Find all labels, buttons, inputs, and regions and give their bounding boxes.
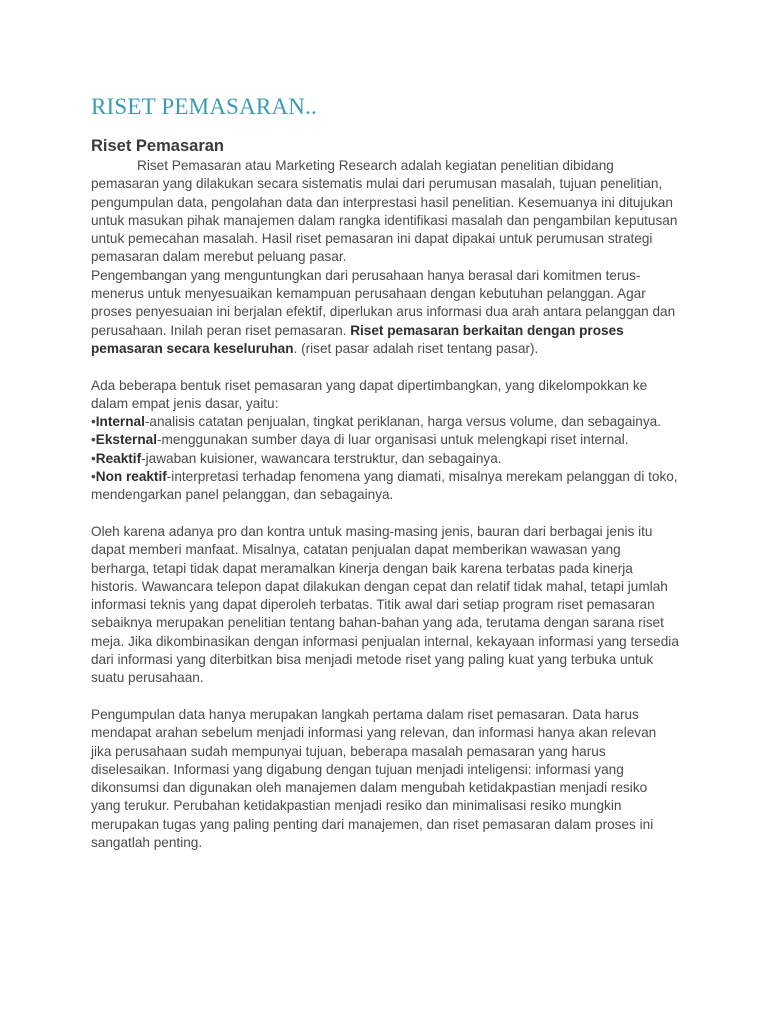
spacer [91,505,680,523]
paragraph-research-types-intro: Ada beberapa bentuk riset pemasaran yang dapat dipertimbangkan, yang dikelompokkan ke dalam empat jenis dasar, yaitu: [91,377,648,411]
list-item-text: -menggunakan sumber daya di luar organisasi untuk melengkapi riset internal. [156,432,629,448]
list-item-term: Internal [95,414,145,430]
document-title: RISET PEMASARAN.. [91,94,317,119]
list-item-text: -jawaban kuisioner, wawancara terstruktur, dan sebagainya. [141,450,502,466]
list-item-term: Reaktif [95,450,142,466]
list-item-text: -analisis catatan penjualan, tingkat periklanan, harga versus volume, dan sebagainya. [144,414,662,430]
paragraph-development-text: Pengembangan yang menguntungkan dari perusahaan hanya berasal dari komitmen terus-menerus untuk menyesuaikan kemampuan perusahaan dengan kebutuhan pelanggan. Agar proses penyesuaian ini berjalan efektif, diperlukan arus informasi dua arah antara pelanggan dan perusahaan. Inilah peran riset pemasaran. [91,267,676,338]
list-item [91,413,680,431]
spacer [91,688,680,706]
paragraph-development-end: . (riset pasar adalah riset tentang pasar). [293,340,539,356]
spacer [91,358,680,376]
bold-statement: Riset pemasaran berkaitan dengan proses pemasaran secara keseluruhan [91,322,624,356]
list-item-text: -interpretasi terhadap fenomena yang diamati, misalnya merekam pelanggan di toko, mendengarkan panel pelanggan, dan sebagainya. [91,469,678,503]
bullet-icon: • [91,432,96,448]
paragraph-development [91,267,680,358]
section-heading: Riset Pemasaran [91,137,224,155]
bullet-icon: • [91,414,96,430]
paragraph-data-collection: Pengumpulan data hanya merupakan langkah pertama dalam riset pemasaran. Data harus mendapat arahan sebelum menjadi informasi yang relevan, dan informasi hanya akan relevan jika perusahaan sudah mempunyai tujuan, beberapa masalah pemasaran yang harus diselesaikan. Informasi yang digabung dengan tujuan menjadi inteligensi: informasi yang dikonsumsi dan digunakan oleh manajemen dalam mengubah ketidakpastian menjadi resiko yang terukur. Perubahan ketidakpastian menjadi resiko dan minimalisasi resiko mungkin merupakan tugas yang paling penting dari manajemen, dan riset pemasaran dalam proses ini sangatlah penting. [91,706,657,850]
list-item-term: Non reaktif [95,469,167,485]
list-item [91,431,680,449]
paragraph-mix-of-methods: Oleh karena adanya pro dan kontra untuk masing-masing jenis, bauran dari berbagai jenis itu dapat memberi manfaat. Misalnya, catatan penjualan dapat memberikan wawasan yang berharga, tetapi tidak dapat meramalkan kinerja dengan baik karena terbatas pada kinerja historis. Wawancara telepon dapat dilakukan dengan cepat dan relatif tidak mahal, tetapi jumlah informasi teknis yang dapat diperoleh terbatas. Titik awal dari setiap program riset pemasaran sebaiknya merupakan penelitian tentang bahan-bahan yang ada, terutama dengan sarana riset meja. Jika dikombinasikan dengan informasi penjualan internal, kekayaan informasi yang tersedia dari informasi yang diterbitkan bisa menjadi metode riset yang paling kuat yang terbuka untuk suatu perusahaan. [91,523,679,686]
paragraph-definition: Riset Pemasaran atau Marketing Research adalah kegiatan penelitian dibidang pemasaran yang dilakukan secara sistematis mulai dari perumusan masalah, tujuan penelitian, pengumpulan data, pengolahan data dan interprestasi hasil penelitian. Kesemuanya ini ditujukan untuk masukan pihak manajemen dalam rangka identifikasi masalah dan pengambilan keputusan untuk pemecahan masalah. Hasil riset pemasaran ini dapat dipakai untuk perumusan strategi pemasaran dalam merebut peluang pasar. [91,158,678,265]
list-item [91,450,680,468]
bullet-icon: • [91,469,96,485]
bullet-icon: • [91,450,96,466]
list-item [91,468,680,505]
list-item-term: Eksternal [95,432,157,448]
